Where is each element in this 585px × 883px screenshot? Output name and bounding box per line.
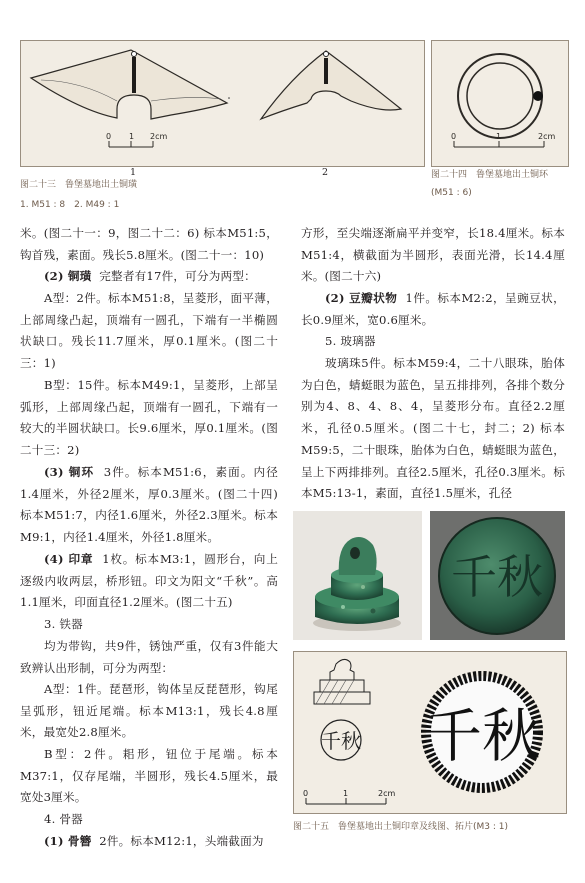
scale-tick-1: 1 <box>343 789 349 798</box>
figure-23-caption: 图二十三 鲁堡墓地出土铜璜 <box>20 180 138 190</box>
figure-23-panel <box>20 40 425 167</box>
figure-25-panel <box>293 651 567 814</box>
heading-bronze-huang: (2) 铜璜 <box>44 269 92 283</box>
figure-23-caption-sub: 1. M51 : 8 2. M49 : 1 <box>20 200 120 210</box>
scale-tick-0: 0 <box>451 132 457 141</box>
scale-tick-1: 1 <box>496 132 502 141</box>
figure-24-panel <box>431 40 569 167</box>
seal-drawing-glyphs: 千秋 <box>321 729 361 753</box>
bronze-ring-drawing <box>432 41 568 166</box>
scale-tick-0: 0 <box>106 132 112 141</box>
seal-rubbing-glyphs: 千秋 <box>423 702 541 770</box>
left-para-6: (4) 印章 1枚。标本M3:1，圆形台，向上逐级内收两层，桥形钮。印文为阳文“千秋”。高1.1厘米，印面直径1.2厘米。(图二十五) <box>20 552 278 610</box>
right-para-4: 玻璃珠5件。标本M59:4，二十八眼珠，胎体为白色，蜻蜓眼为蓝色，呈五排排列，各排个数分别为4、8、4、8、4，呈菱形分布。直径2.2厘米，孔径0.5厘米。(图二十七，封二；2) 标本M59:5，二十眼珠，胎体为白色，蜻蜓眼为蓝色，呈上下两排排列。直径2.5厘米，孔径0.3厘米。标本M5:13-1，素面，直径1.5厘米，孔径 <box>301 356 565 501</box>
bronze-huang-drawings <box>21 41 424 166</box>
left-para-1: 米。(图二十一：9，图二十二：6) 标本M51:5，钩首残，素面。残长5.8厘米。(图二十一：10) <box>20 226 278 262</box>
scale-tick-2: 2cm <box>378 789 396 798</box>
heading-seal: (4) 印章 <box>44 552 94 566</box>
figure-24-caption-sub: (M51 : 6) <box>431 188 472 198</box>
figure-24-caption: 图二十四 鲁堡墓地出土铜环 <box>431 170 549 180</box>
scale-tick-2: 2cm <box>150 132 168 141</box>
figure-23-label-2: 2 <box>322 167 329 178</box>
heading-bean-object: (2) 豆瓣状物 <box>325 291 398 305</box>
seal-face-glyphs: 千秋 <box>451 550 543 604</box>
left-para-5: (3) 铜环 3件。标本M51:6，素面。内径1.4厘米，外径2厘米，厚0.3厘米。(图二十四) 标本M51:7，内径1.6厘米，外径2.3厘米。标本M9:1，内径1.4厘米，外径1.8厘米。 <box>20 465 278 545</box>
left-para-8: 均为带钩，共9件，锈蚀严重，仅有3件能大致辨认出形制，可分为两型： <box>20 639 278 675</box>
left-para-9: A型：1件。琵琶形，钩体呈反琵琶形，钩尾呈弧形，钮近尾端。标本M13:1，残长4.8厘米，最宽处2.8厘米。 <box>20 682 278 740</box>
figure-25-caption: 图二十五 鲁堡墓地出土铜印章及线图、拓片(M3 : 1) <box>293 822 508 832</box>
left-para-2: (2) 铜璜 完整者有17件，可分为两型： <box>44 269 256 283</box>
right-para-2: (2) 豆瓣状物 1件。标本M2:2，呈豌豆状，长0.9厘米，宽0.6厘米。 <box>301 291 565 327</box>
scale-tick-0: 0 <box>303 789 309 798</box>
left-para-11: 4. 骨器 <box>44 812 83 826</box>
left-para-3: A型：2件。标本M51:8，呈菱形，面平薄，上部周缘凸起，顶端有一圆孔，下端有一半椭圆状缺口。残长11.7厘米，厚0.1厘米。(图二十三：1) <box>20 291 278 371</box>
right-para-1: 方形，至尖端逐渐扁平并变窄，长18.4厘米。标本M51:4，横截面为半圆形，表面光滑，长14.4厘米。(图二十六) <box>301 226 565 284</box>
heading-bronze-ring: (3) 铜环 <box>44 465 95 479</box>
heading-bone-hairpin: (1) 骨簪 <box>44 834 92 848</box>
seal-side-photo <box>293 511 422 640</box>
left-para-4: B型：15件。标本M49:1，呈菱形，上部呈弧形，上部周缘凸起，顶端有一圆孔，下端有一较大的半圆状缺口。长9.6厘米，厚0.1厘米。(图二十三：2) <box>20 378 278 458</box>
seal-face-photo <box>430 511 565 640</box>
right-para-3: 5. 玻璃器 <box>325 334 376 348</box>
figure-23-label-1: 1 <box>130 167 137 178</box>
left-para-7: 3. 铁器 <box>44 617 83 631</box>
left-para-10: B型：2件。耜形，钮位于尾端。标本M37:1，仅存尾端，半圆形，残长4.5厘米，最宽处3厘米。 <box>20 747 278 805</box>
scale-tick-2: 2cm <box>538 132 556 141</box>
seal-line-drawing <box>294 652 566 813</box>
scale-tick-1: 1 <box>129 132 135 141</box>
left-para-12: (1) 骨簪 2件。标本M12:1，头端截面为 <box>44 834 264 848</box>
